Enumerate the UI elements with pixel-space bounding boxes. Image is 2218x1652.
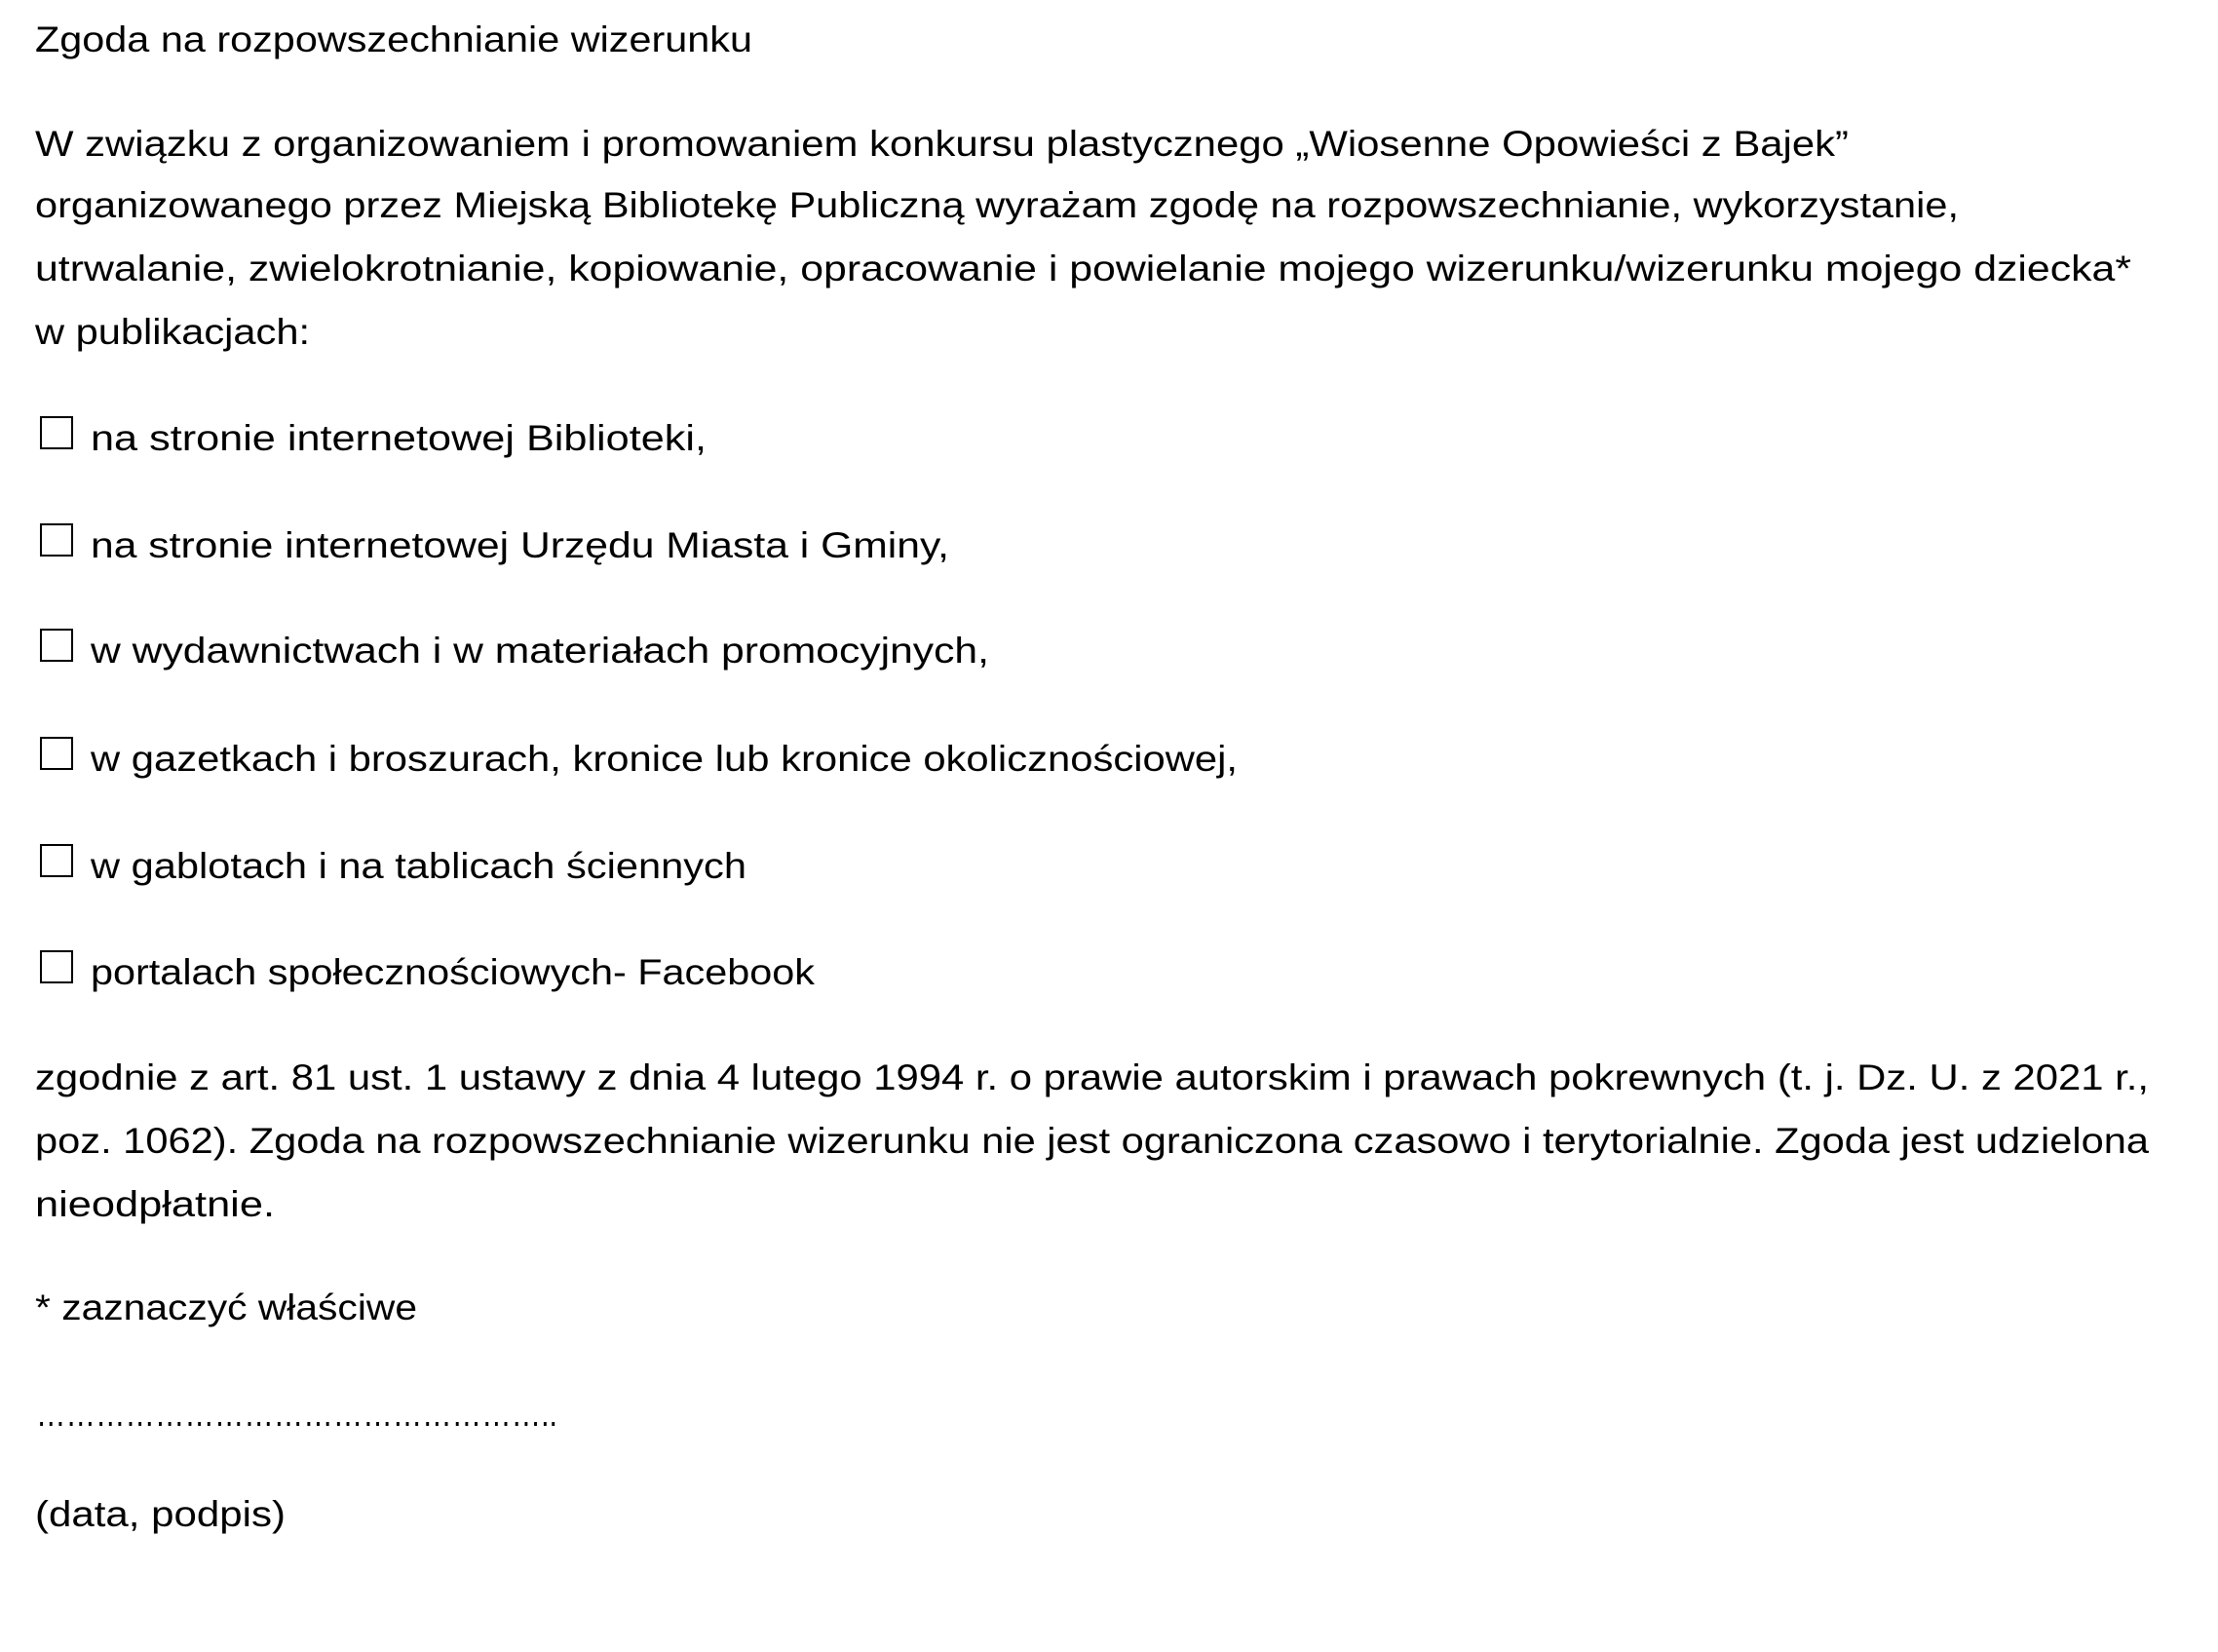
option-label-publications-promo: w wydawnictwach i w materiałach promocyjnych,: [91, 631, 990, 672]
option-checkbox-display-boards[interactable]: [40, 844, 73, 877]
option-label-display-boards: w gablotach i na tablicach ściennych: [91, 846, 746, 887]
legal-line-3: nieodpłatnie.: [35, 1184, 275, 1225]
intro-line-2: organizowanego przez Miejską Bibliotekę Publiczną wyrażam zgodę na rozpowszechnianie, wykorzystanie,: [35, 185, 1959, 226]
option-checkbox-social-media-facebook[interactable]: [40, 950, 73, 983]
option-checkbox-newsletters-chronicles[interactable]: [40, 737, 73, 770]
signature-line[interactable]: ……………………………………………..: [36, 1394, 557, 1435]
signature-label: (data, podpis): [35, 1494, 286, 1535]
legal-line-1: zgodnie z art. 81 ust. 1 ustawy z dnia 4 lutego 1994 r. o prawie autorskim i prawach pokrewnych (t. j. Dz. U. z 2021 r.,: [35, 1057, 2149, 1098]
footnote: * zaznaczyć właściwe: [35, 1287, 417, 1328]
intro-line-4: w publikacjach:: [35, 312, 310, 353]
intro-line-1: W związku z organizowaniem i promowaniem konkursu plastycznego „Wiosenne Opowieści z Bajek”: [35, 124, 1849, 165]
legal-line-2: poz. 1062). Zgoda na rozpowszechnianie wizerunku nie jest ograniczona czasowo i terytorialnie. Zgoda jest udzielona: [35, 1121, 2149, 1162]
intro-line-3: utrwalanie, zwielokrotnianie, kopiowanie, opracowanie i powielanie mojego wizerunku/wizerunku mojego dziecka*: [35, 249, 2131, 289]
option-label-newsletters-chronicles: w gazetkach i broszurach, kronice lub kronice okolicznościowej,: [91, 739, 1238, 780]
document-title: Zgoda na rozpowszechnianie wizerunku: [35, 19, 752, 60]
option-checkbox-website-city-hall[interactable]: [40, 523, 73, 557]
option-label-website-city-hall: na stronie internetowej Urzędu Miasta i Gminy,: [91, 525, 949, 566]
option-label-social-media-facebook: portalach społecznościowych- Facebook: [91, 952, 815, 993]
option-checkbox-publications-promo[interactable]: [40, 629, 73, 662]
option-checkbox-website-library[interactable]: [40, 416, 73, 449]
option-label-website-library: na stronie internetowej Biblioteki,: [91, 418, 707, 459]
